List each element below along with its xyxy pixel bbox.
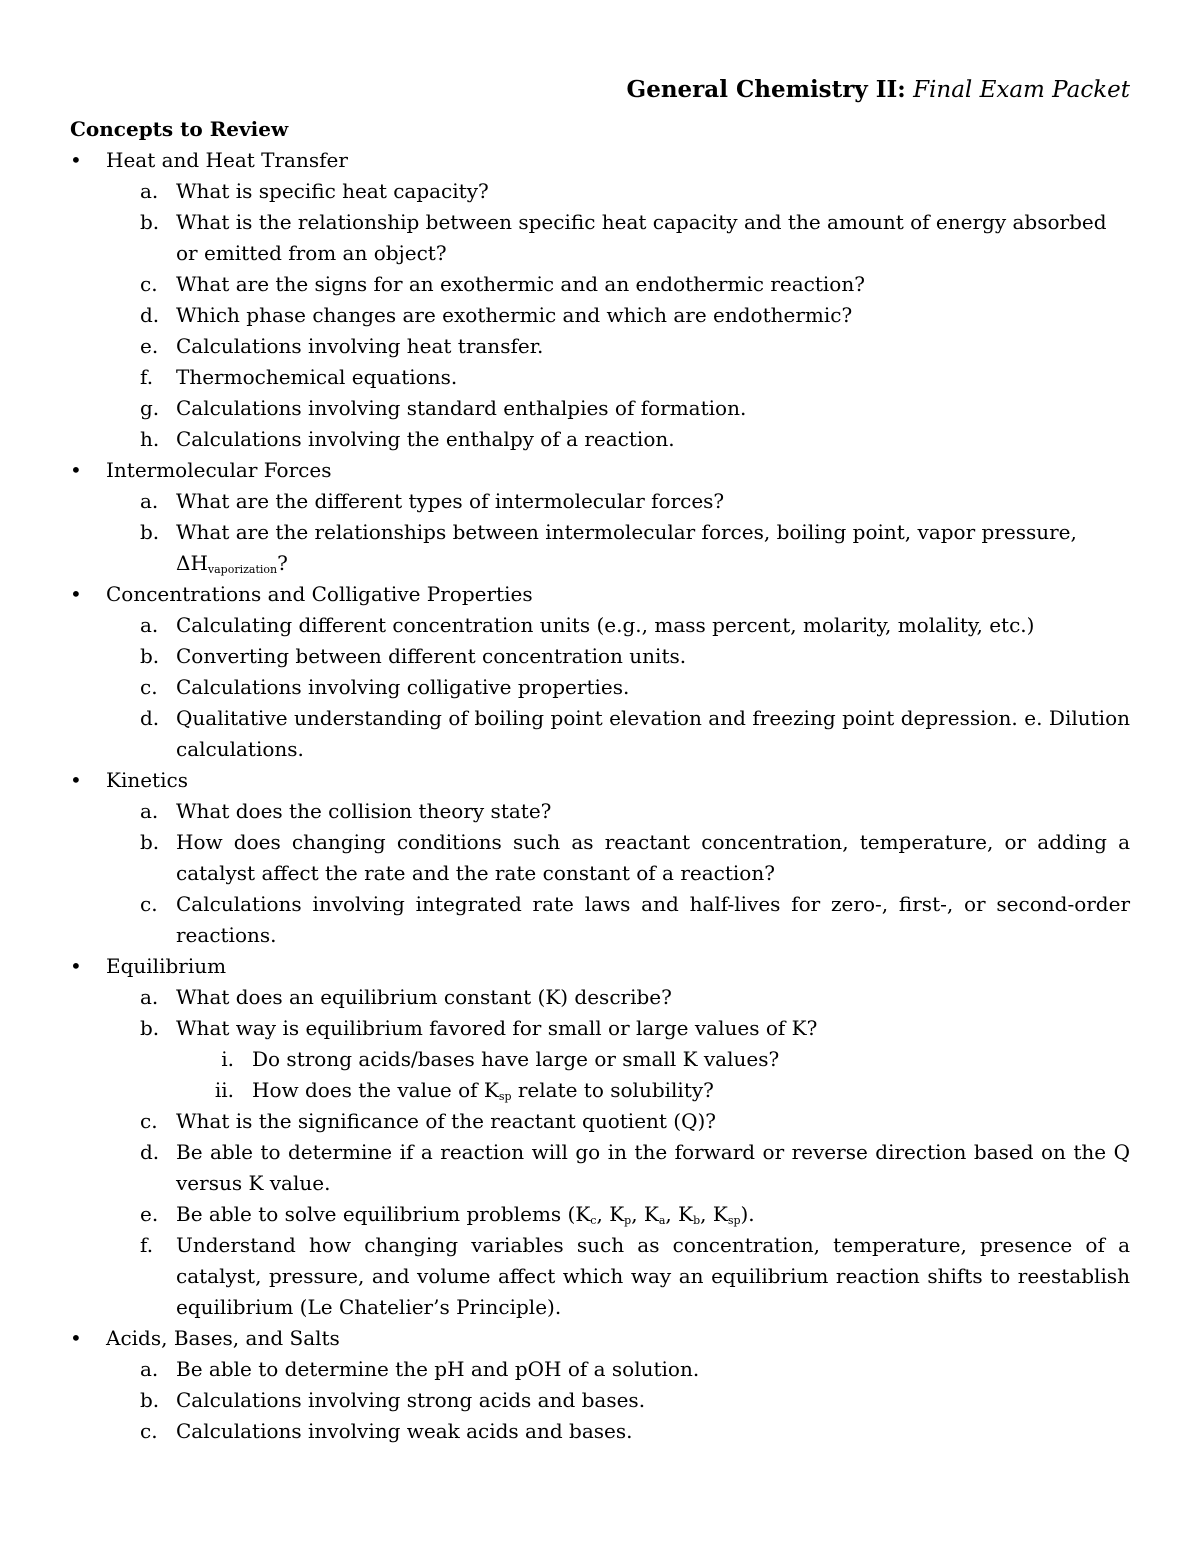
item-marker: b.	[140, 644, 160, 668]
list-item	[70, 207, 1130, 269]
topic-title: Equilibrium	[106, 954, 227, 978]
topic-title: Kinetics	[106, 768, 188, 792]
item-text-pre: Be able to solve equilibrium problems (	[176, 1202, 576, 1226]
item-marker: a.	[140, 799, 159, 823]
item-marker: c.	[140, 1419, 158, 1443]
review-list	[70, 114, 1130, 1447]
k-constant	[713, 1202, 741, 1226]
item-text: Qualitative understanding of boiling point elevation and freezing point depression. e. Dilution calculations.	[176, 706, 1130, 761]
item-text: What is the significance of the reactant quotient (Q)?	[176, 1109, 717, 1133]
page-title	[627, 76, 1130, 103]
item-text: Calculations involving integrated rate laws and half-lives for zero-, first-, or second-order reactions.	[176, 892, 1130, 947]
list-item	[70, 1106, 1130, 1137]
item-text-post: relate to solubility?	[511, 1078, 714, 1102]
list-item	[70, 331, 1130, 362]
item-marker: e.	[140, 1202, 159, 1226]
item-marker: c.	[140, 1109, 158, 1133]
item-text: What does an equilibrium constant (K) describe?	[176, 985, 672, 1009]
bullet-icon: •	[70, 768, 82, 792]
item-text: Calculating different concentration units (e.g., mass percent, molarity, molality, etc.)	[176, 613, 1035, 637]
item-text-main: What are the relationships between intermolecular forces, boiling point, vapor pressure,	[176, 520, 1077, 544]
section-title: Concepts to Review	[70, 117, 289, 141]
item-text: Calculations involving colligative properties.	[176, 675, 630, 699]
bullet-icon: •	[70, 148, 82, 172]
k-symbol: K	[712, 1202, 728, 1226]
list-subitem	[70, 1044, 1130, 1075]
item-text: What are the different types of intermolecular forces?	[176, 489, 725, 513]
item-text: Calculations involving standard enthalpies of formation.	[176, 396, 747, 420]
list-item	[70, 424, 1130, 455]
delta-h-end: ?	[277, 551, 288, 575]
item-marker: d.	[140, 706, 160, 730]
topic-heading	[70, 145, 1130, 176]
k-symbol: K	[609, 1202, 625, 1226]
k-constant	[609, 1202, 631, 1226]
item-text: Understand how changing variables such as concentration, temperature, presence of a catalyst, pressure, and volume affect which way an equilibrium reaction shifts to reestablish equilibrium (Le Chatelier’s Principle).	[176, 1233, 1130, 1319]
item-marker: b.	[140, 1388, 160, 1412]
item-text: Which phase changes are exothermic and which are endothermic?	[176, 303, 853, 327]
item-text: Calculations involving heat transfer.	[176, 334, 544, 358]
list-item	[70, 982, 1130, 1013]
list-item	[70, 641, 1130, 672]
item-marker: b.	[140, 520, 160, 544]
item-text: What way is equilibrium favored for small or large values of K?	[176, 1016, 818, 1040]
item-marker: d.	[140, 303, 160, 327]
list-item	[70, 517, 1130, 579]
topic-heading	[70, 1323, 1130, 1354]
list-item	[70, 703, 1130, 765]
k-symbol: K	[643, 1202, 659, 1226]
item-marker: b.	[140, 210, 160, 234]
item-marker: f.	[140, 365, 154, 389]
topic-heading	[70, 951, 1130, 982]
delta-h-symbol: ΔH	[176, 551, 208, 575]
k-subscript: sp	[727, 1214, 741, 1227]
bullet-icon: •	[70, 458, 82, 482]
item-marker: a.	[140, 489, 159, 513]
list-item	[70, 1416, 1130, 1447]
k-constant	[644, 1202, 666, 1226]
item-text: Be able to determine if a reaction will go in the forward or reverse direction based on the Q versus K value.	[176, 1140, 1130, 1195]
title-italic: Final Exam Packet	[913, 77, 1130, 103]
list-item	[70, 1013, 1130, 1044]
k-subscript: p	[624, 1214, 632, 1227]
item-text: Do strong acids/bases have large or small K values?	[252, 1047, 780, 1071]
list-item	[70, 176, 1130, 207]
k-constant	[678, 1202, 700, 1226]
topic-title: Acids, Bases, and Salts	[106, 1326, 340, 1350]
item-marker: a.	[140, 613, 159, 637]
k-separator: ,	[700, 1202, 713, 1226]
title-bold: General Chemistry II:	[626, 76, 906, 103]
list-item	[70, 269, 1130, 300]
list-item	[70, 486, 1130, 517]
item-marker: b.	[140, 1016, 160, 1040]
item-text	[176, 517, 1130, 579]
list-item	[70, 827, 1130, 889]
item-marker: c.	[140, 675, 158, 699]
delta-h-subscript: vaporization	[207, 563, 278, 576]
topic-title: Concentrations and Colligative Properties	[106, 582, 533, 606]
item-marker: b.	[140, 830, 160, 854]
k-symbol: K	[575, 1202, 591, 1226]
topic-title: Intermolecular Forces	[106, 458, 332, 482]
k-separator: ,	[596, 1202, 610, 1226]
item-text: Calculations involving the enthalpy of a reaction.	[176, 427, 675, 451]
bullet-icon: •	[70, 954, 82, 978]
topic-heading	[70, 455, 1130, 486]
list-item	[70, 1385, 1130, 1416]
item-marker: c.	[140, 272, 158, 296]
item-marker: c.	[140, 892, 158, 916]
ksp-subscript: sp	[498, 1090, 512, 1103]
item-text: Converting between different concentration units.	[176, 644, 687, 668]
item-text: Be able to determine the pH and pOH of a solution.	[176, 1357, 700, 1381]
item-marker: h.	[140, 427, 160, 451]
list-item	[70, 300, 1130, 331]
list-item	[70, 1199, 1130, 1230]
k-separator: ,	[631, 1202, 644, 1226]
item-text: How does changing conditions such as reactant concentration, temperature, or adding a catalyst affect the rate and the rate constant of a reaction?	[176, 830, 1130, 885]
item-marker: d.	[140, 1140, 160, 1164]
list-item	[70, 889, 1130, 951]
k-subscript: c	[590, 1214, 597, 1227]
list-subitem	[70, 1075, 1130, 1106]
list-item	[70, 672, 1130, 703]
bullet-icon: •	[70, 582, 82, 606]
item-marker: e.	[140, 334, 159, 358]
item-text-post: ).	[740, 1202, 755, 1226]
list-item	[70, 393, 1130, 424]
list-item	[70, 610, 1130, 641]
list-item	[70, 1354, 1130, 1385]
list-item	[70, 796, 1130, 827]
item-marker: a.	[140, 1357, 159, 1381]
item-marker: i.	[221, 1047, 234, 1071]
item-marker: a.	[140, 985, 159, 1009]
k-subscript: b	[693, 1214, 701, 1227]
k-constant	[575, 1202, 596, 1226]
item-text: Thermochemical equations.	[176, 365, 458, 389]
item-marker: a.	[140, 179, 159, 203]
item-text	[252, 1078, 714, 1102]
item-marker: g.	[140, 396, 160, 420]
topic-heading	[70, 579, 1130, 610]
item-text: Calculations involving strong acids and bases.	[176, 1388, 646, 1412]
list-item	[70, 1230, 1130, 1323]
item-marker: ii.	[214, 1078, 234, 1102]
item-text: What is the relationship between specific heat capacity and the amount of energy absorbed or emitted from an object?	[176, 210, 1107, 265]
bullet-icon: •	[70, 1326, 82, 1350]
k-subscript: a	[658, 1214, 666, 1227]
list-item	[70, 362, 1130, 393]
item-text: What is specific heat capacity?	[176, 179, 489, 203]
k-separator: ,	[665, 1202, 679, 1226]
item-text	[176, 1199, 1130, 1230]
list-item	[70, 1137, 1130, 1199]
item-text: What are the signs for an exothermic and an endothermic reaction?	[176, 272, 865, 296]
item-text: What does the collision theory state?	[176, 799, 552, 823]
item-marker: f.	[140, 1233, 154, 1257]
item-text-pre: How does the value of K	[252, 1078, 499, 1102]
topic-heading	[70, 765, 1130, 796]
k-symbol: K	[678, 1202, 694, 1226]
item-text: Calculations involving weak acids and bases.	[176, 1419, 633, 1443]
topic-title: Heat and Heat Transfer	[106, 148, 348, 172]
